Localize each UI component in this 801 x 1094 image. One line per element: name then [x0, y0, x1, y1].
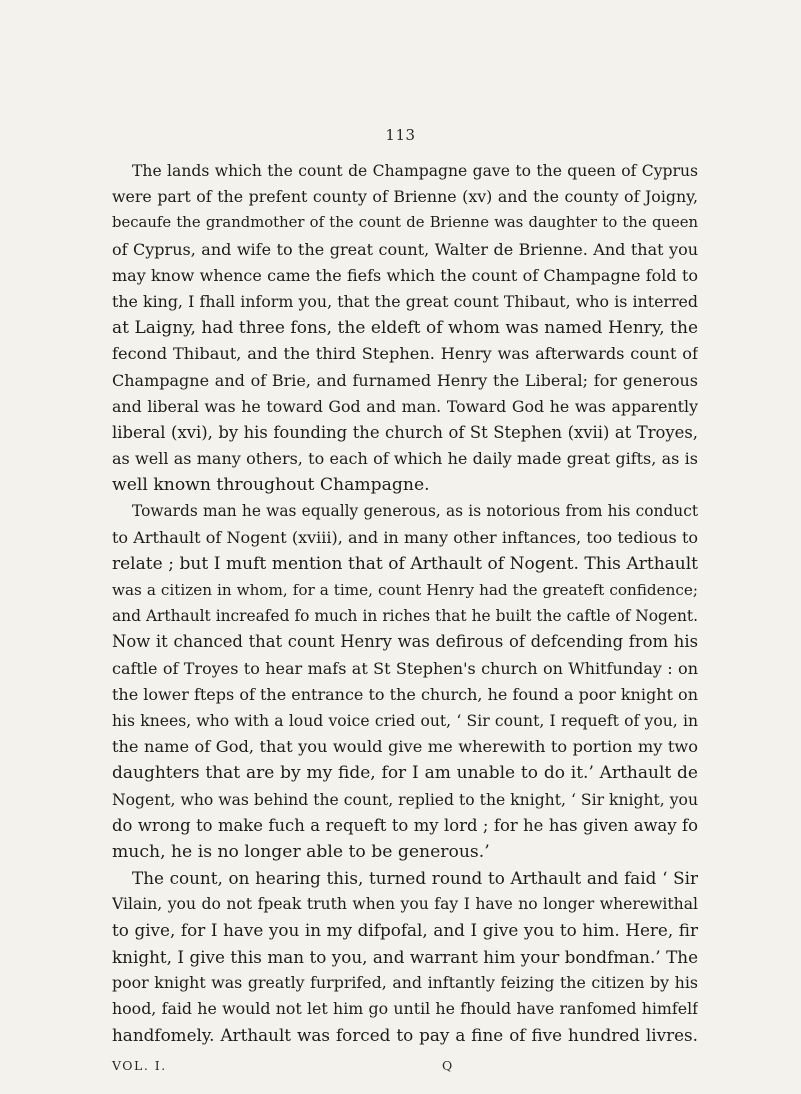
- text-line: were part of the prefent county of Brienne (xv) and the county of Joigny,: [112, 187, 698, 207]
- text-line: poor knight was greatly furprifed, and inftantly feizing the citizen by his: [112, 972, 698, 992]
- text-line: hood, faid he would not let him go until he fhould have ranfomed himfelf: [112, 999, 698, 1018]
- text-line: and liberal was he toward God and man. Toward God he was apparently: [112, 396, 698, 416]
- text-line: The count, on hearing this, turned round to Arthault and faid ‘ Sir: [132, 868, 698, 889]
- text-line: knight, I give this man to you, and warrant him your bondfman.’ The: [112, 946, 698, 967]
- text-line: do wrong to make fuch a requeft to my lord ; for he has given away fo: [112, 815, 698, 835]
- text-line: liberal (xvi), by his founding the church of St Stephen (xvii) at Troyes,: [112, 422, 698, 442]
- text-line: becaufe the grandmother of the count de Brienne was daughter to the queen: [112, 214, 698, 232]
- text-line: well known throughout Champagne.: [112, 475, 430, 496]
- text-line: Champagne and of Brie, and furnamed Henry the Liberal; for generous: [112, 370, 698, 390]
- volume-label: VOL. I.: [112, 1058, 167, 1073]
- text-line: much, he is no longer able to be generous.’: [112, 841, 490, 862]
- text-line: Vilain, you do not fpeak truth when you fay I have no longer wherewithal: [112, 895, 698, 914]
- text-line: may know whence came the fiefs which the count of Champagne fold to: [112, 265, 698, 285]
- text-line: Nogent, who was behind the count, replied to the knight, ‘ Sir knight, you: [112, 790, 698, 809]
- text-line: as well as many others, to each of which he daily made great gifts, as is: [112, 449, 698, 469]
- text-line: his knees, who with a loud voice cried out, ‘ Sir count, I requeft of you, in: [112, 711, 698, 730]
- text-line: caftle of Troyes to hear mafs at St Stephen's church on Whitfunday : on: [112, 658, 698, 678]
- text-line: Now it chanced that count Henry was defirous of defcending from his: [112, 632, 698, 652]
- text-line: fecond Thibaut, and the third Stephen. Henry was afterwards count of: [112, 344, 698, 364]
- page-number: 113: [385, 126, 416, 144]
- text-line: of Cyprus, and wife to the great count, Walter de Brienne. And that you: [112, 239, 698, 259]
- page-footer: [112, 1058, 698, 1073]
- text-line: to Arthault of Nogent (xviii), and in many other inftances, too tedious to: [112, 527, 698, 547]
- text-line: the lower fteps of the entrance to the church, he found a poor knight on: [112, 684, 698, 704]
- text-line: The lands which the count de Champagne gave to the queen of Cyprus: [132, 162, 698, 180]
- body-text: [112, 158, 698, 1048]
- text-line: was a citizen in whom, for a time, count Henry had the greateft confidence;: [112, 581, 698, 599]
- text-line: daughters that are by my fide, for I am unable to do it.’ Arthault de: [112, 763, 698, 784]
- text-line: the king, I fhall inform you, that the great count Thibaut, who is interred: [112, 291, 698, 311]
- text-line: at Laigny, had three fons, the eldeft of whom was named Henry, the: [112, 318, 698, 339]
- text-line: to give, for I have you in my difpofal, and I give you to him. Here, fir: [112, 920, 698, 941]
- text-line: the name of God, that you would give me wherewith to portion my two: [112, 737, 698, 757]
- text-line: and Arthault increafed fo much in riches that he built the caftle of Nogent.: [112, 607, 698, 626]
- text-line: relate ; but I muft mention that of Arthault of Nogent. This Arthault: [112, 553, 698, 574]
- text-line: handfomely. Arthault was forced to pay a fine of five hundred livres.: [112, 1025, 698, 1046]
- text-line: Towards man he was equally generous, as is notorious from his conduct: [132, 502, 698, 521]
- signature-mark: Q: [442, 1058, 454, 1073]
